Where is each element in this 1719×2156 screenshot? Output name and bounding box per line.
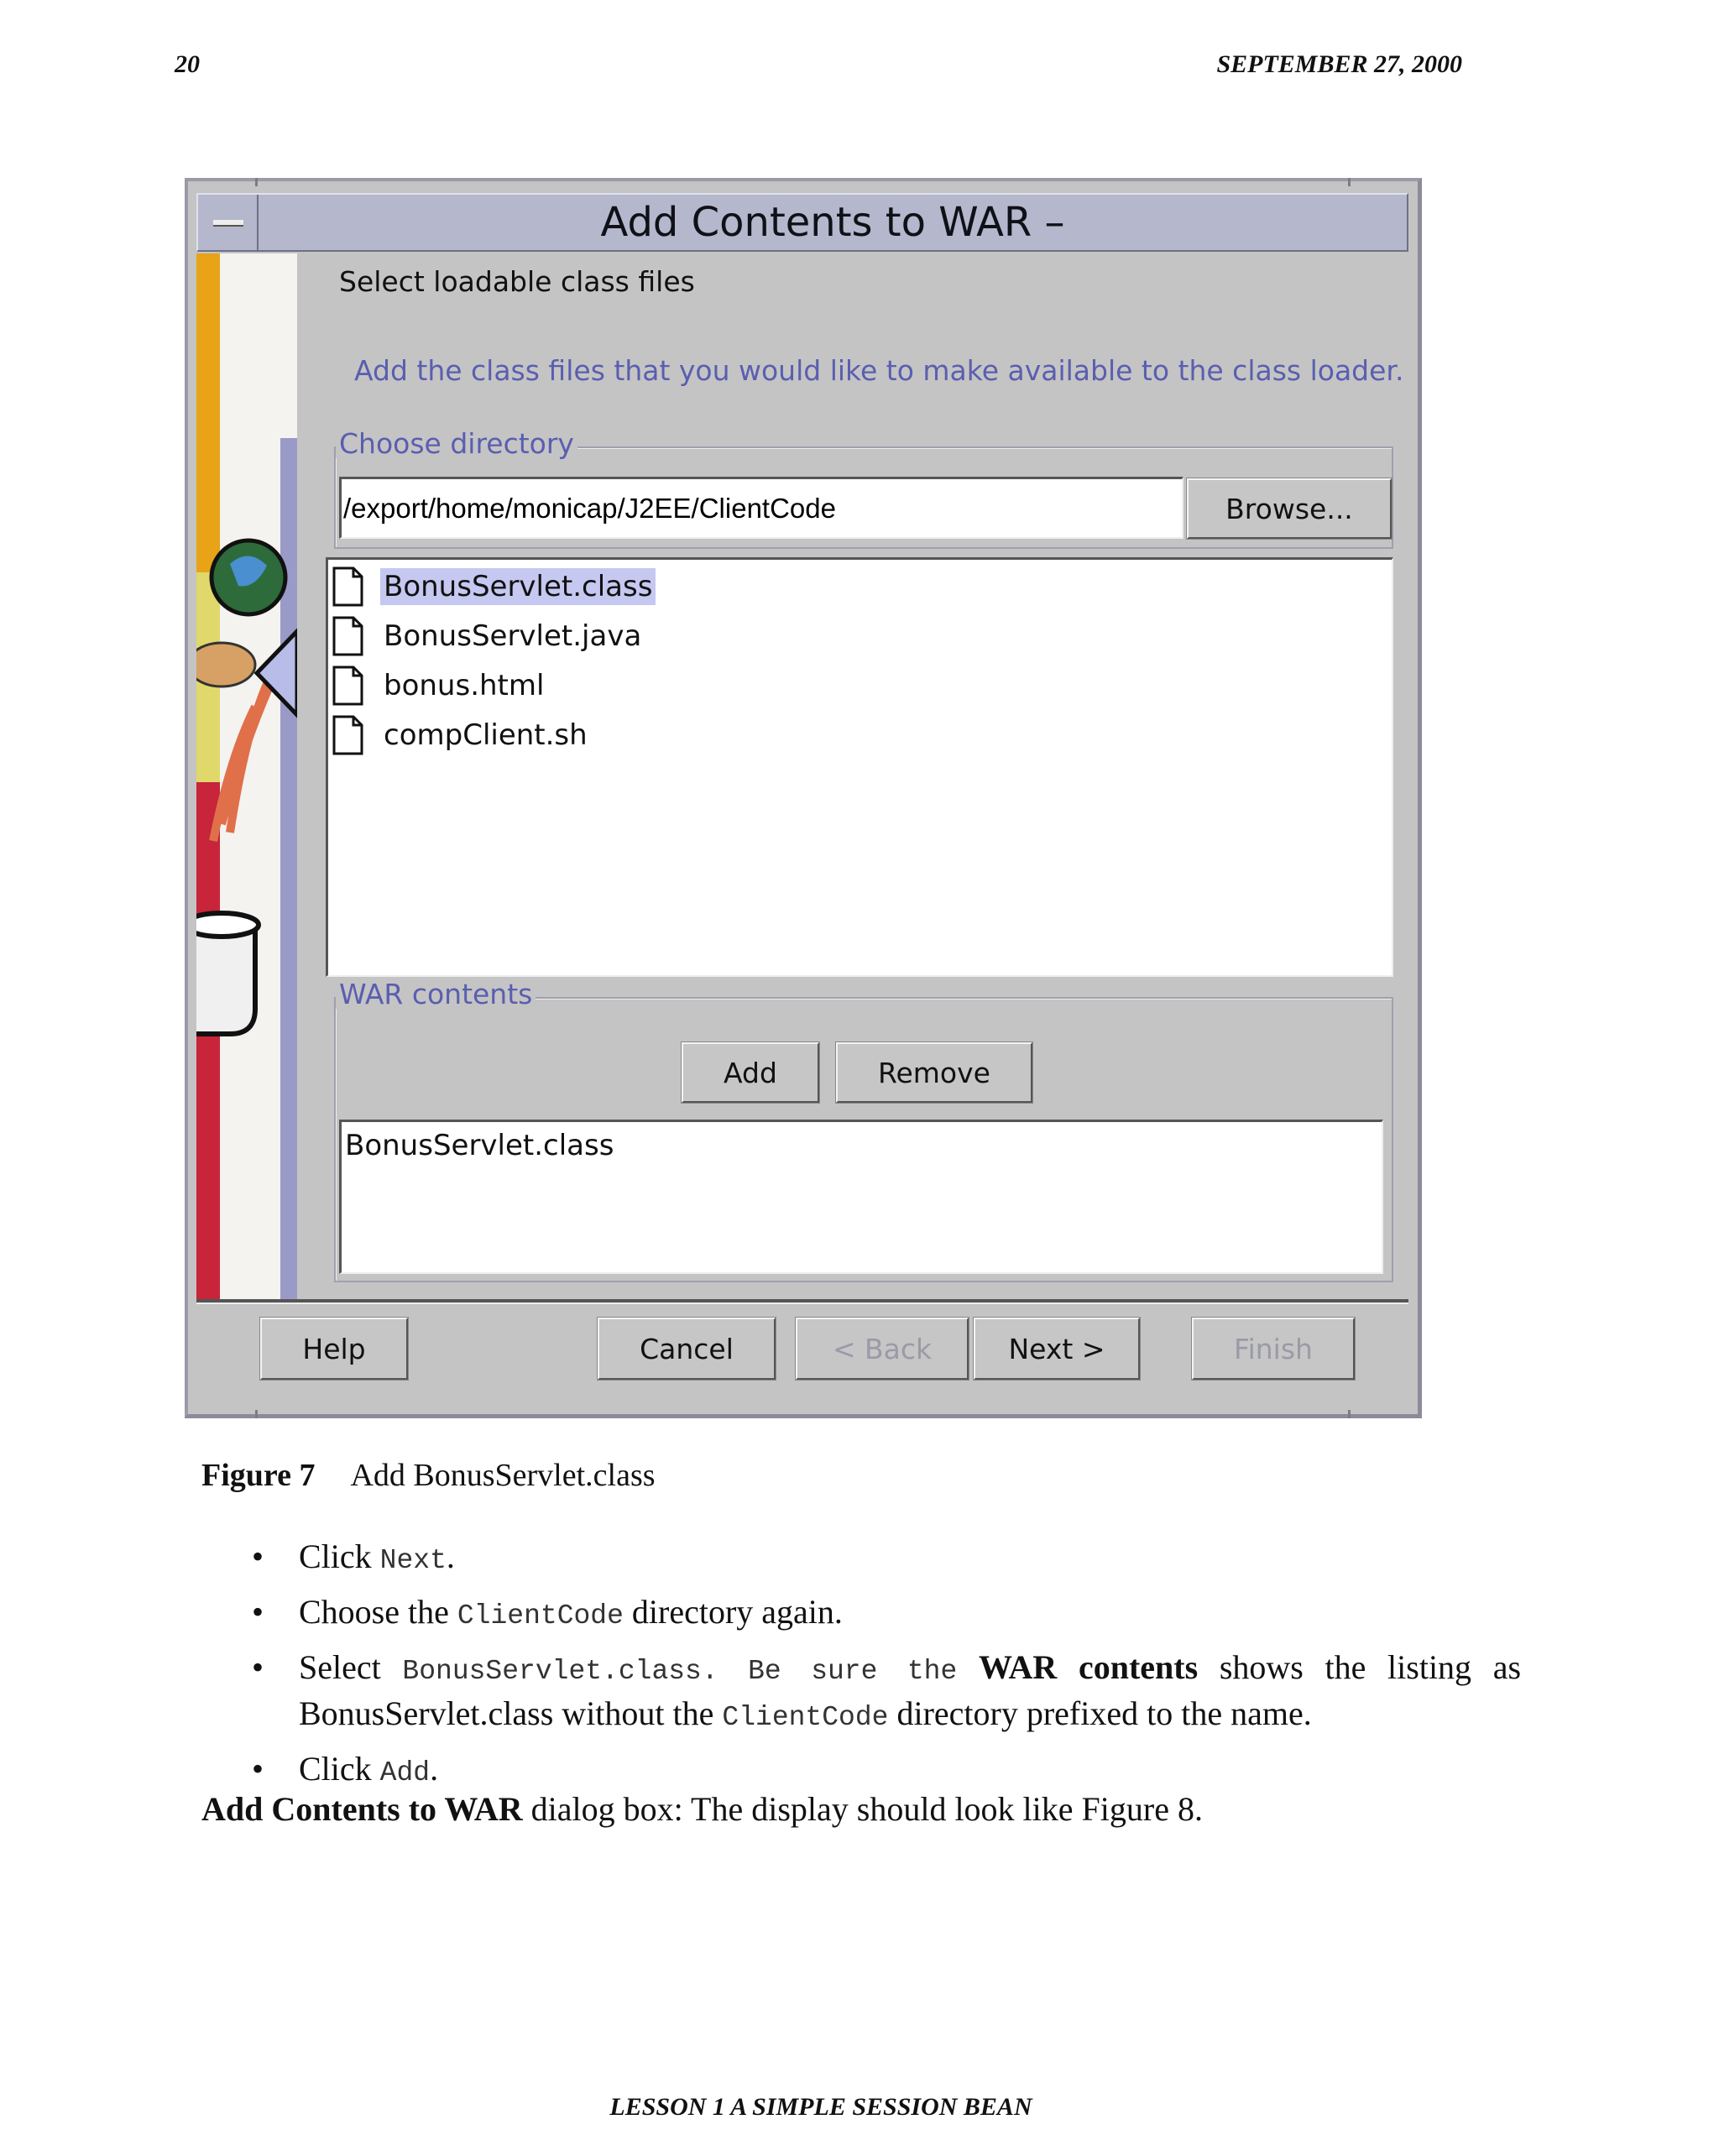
list-text: directory prefixed to the name. — [888, 1694, 1312, 1732]
page-date: SEPTEMBER 27, 2000 — [1216, 50, 1462, 78]
file-list-item[interactable] — [332, 713, 591, 757]
remove-button[interactable]: Remove — [836, 1042, 1032, 1103]
war-contents-label: WAR contents — [336, 980, 536, 1009]
back-button[interactable]: < Back — [796, 1318, 969, 1380]
bullet-icon: • — [252, 1593, 264, 1631]
frame-notch — [255, 178, 258, 186]
finish-button[interactable]: Finish — [1192, 1318, 1355, 1380]
file-icon — [332, 715, 363, 755]
dialog-title: Add Contents to WAR – — [259, 195, 1407, 250]
bold-text: WAR contents — [978, 1648, 1199, 1686]
window-menu-icon — [213, 220, 243, 227]
war-contents-item[interactable]: BonusServlet.class — [345, 1129, 614, 1162]
bread-icon — [196, 643, 255, 686]
frame-notch — [255, 1410, 258, 1418]
code-text: ClientCode — [457, 1600, 624, 1631]
next-button[interactable]: Next > — [974, 1318, 1140, 1380]
code-text: Next — [379, 1545, 447, 1576]
figure-title: Add BonusServlet.class — [350, 1458, 656, 1493]
list-text: shows the listing as BonusServlet.class without the — [299, 1648, 1522, 1732]
file-name: bonus.html — [384, 669, 545, 702]
code-text: BonusServlet.class. Be sure the — [402, 1656, 958, 1687]
frame-notch — [1348, 1410, 1351, 1418]
step-instruction: Add the class files that you would like to make available to the class loader. — [354, 354, 1404, 387]
file-icon — [332, 616, 363, 656]
browse-button[interactable]: Browse... — [1187, 478, 1392, 539]
list-text: Choose the — [299, 1593, 457, 1631]
file-icon — [332, 566, 363, 607]
instruction-list — [252, 1536, 1521, 1804]
list-text: . — [430, 1750, 439, 1788]
list-text: directory again. — [623, 1593, 843, 1631]
add-button[interactable]: Add — [682, 1042, 819, 1103]
add-contents-dialog — [185, 178, 1422, 1418]
war-contents-list[interactable] — [339, 1120, 1383, 1274]
list-item — [252, 1748, 1521, 1794]
window-menu-button[interactable] — [198, 195, 259, 250]
list-text: . — [446, 1537, 455, 1575]
help-button[interactable]: Help — [260, 1318, 408, 1380]
frame-notch — [1348, 178, 1351, 186]
bold-text: Add Contents to WAR — [201, 1790, 523, 1828]
file-list-item[interactable] — [332, 565, 656, 608]
code-text: Add — [379, 1757, 431, 1788]
list-item — [252, 1536, 1521, 1582]
bullet-icon: • — [252, 1750, 264, 1788]
title-bar[interactable] — [196, 193, 1408, 252]
choose-directory-label: Choose directory — [336, 430, 577, 458]
figure-number: Figure 7 — [201, 1458, 316, 1493]
code-text: ClientCode — [722, 1702, 889, 1733]
list-text: Click — [299, 1750, 380, 1788]
step-heading: Select loadable class files — [339, 265, 695, 298]
list-text: Select — [299, 1648, 403, 1686]
file-name: compClient.sh — [384, 718, 588, 752]
file-icon — [332, 666, 363, 706]
list-text: Click — [299, 1537, 380, 1575]
page-footer: LESSON 1 A SIMPLE SESSION BEAN — [609, 2093, 1032, 2121]
directory-path-input[interactable] — [339, 477, 1183, 539]
page-number: 20 — [175, 50, 200, 78]
closing-paragraph — [201, 1789, 1203, 1829]
jar-icon — [196, 925, 255, 1034]
bullet-icon: • — [252, 1648, 264, 1686]
jar-lid-icon — [196, 913, 259, 937]
decorative-icons-svg — [196, 253, 297, 1299]
list-item — [252, 1647, 1521, 1739]
file-list-item[interactable] — [332, 664, 547, 707]
file-list[interactable] — [326, 557, 1393, 977]
file-name: BonusServlet.java — [384, 619, 642, 653]
button-bar-separator — [196, 1299, 1408, 1304]
file-list-item[interactable] — [332, 614, 645, 658]
list-item — [252, 1591, 1521, 1637]
wizard-side-graphic — [196, 253, 297, 1299]
paragraph-text: dialog box: The display should look like Figure 8. — [522, 1790, 1203, 1828]
file-name: BonusServlet.class — [380, 568, 656, 605]
cancel-button[interactable]: Cancel — [598, 1318, 776, 1380]
bullet-icon: • — [252, 1537, 264, 1575]
figure-caption — [201, 1457, 656, 1494]
